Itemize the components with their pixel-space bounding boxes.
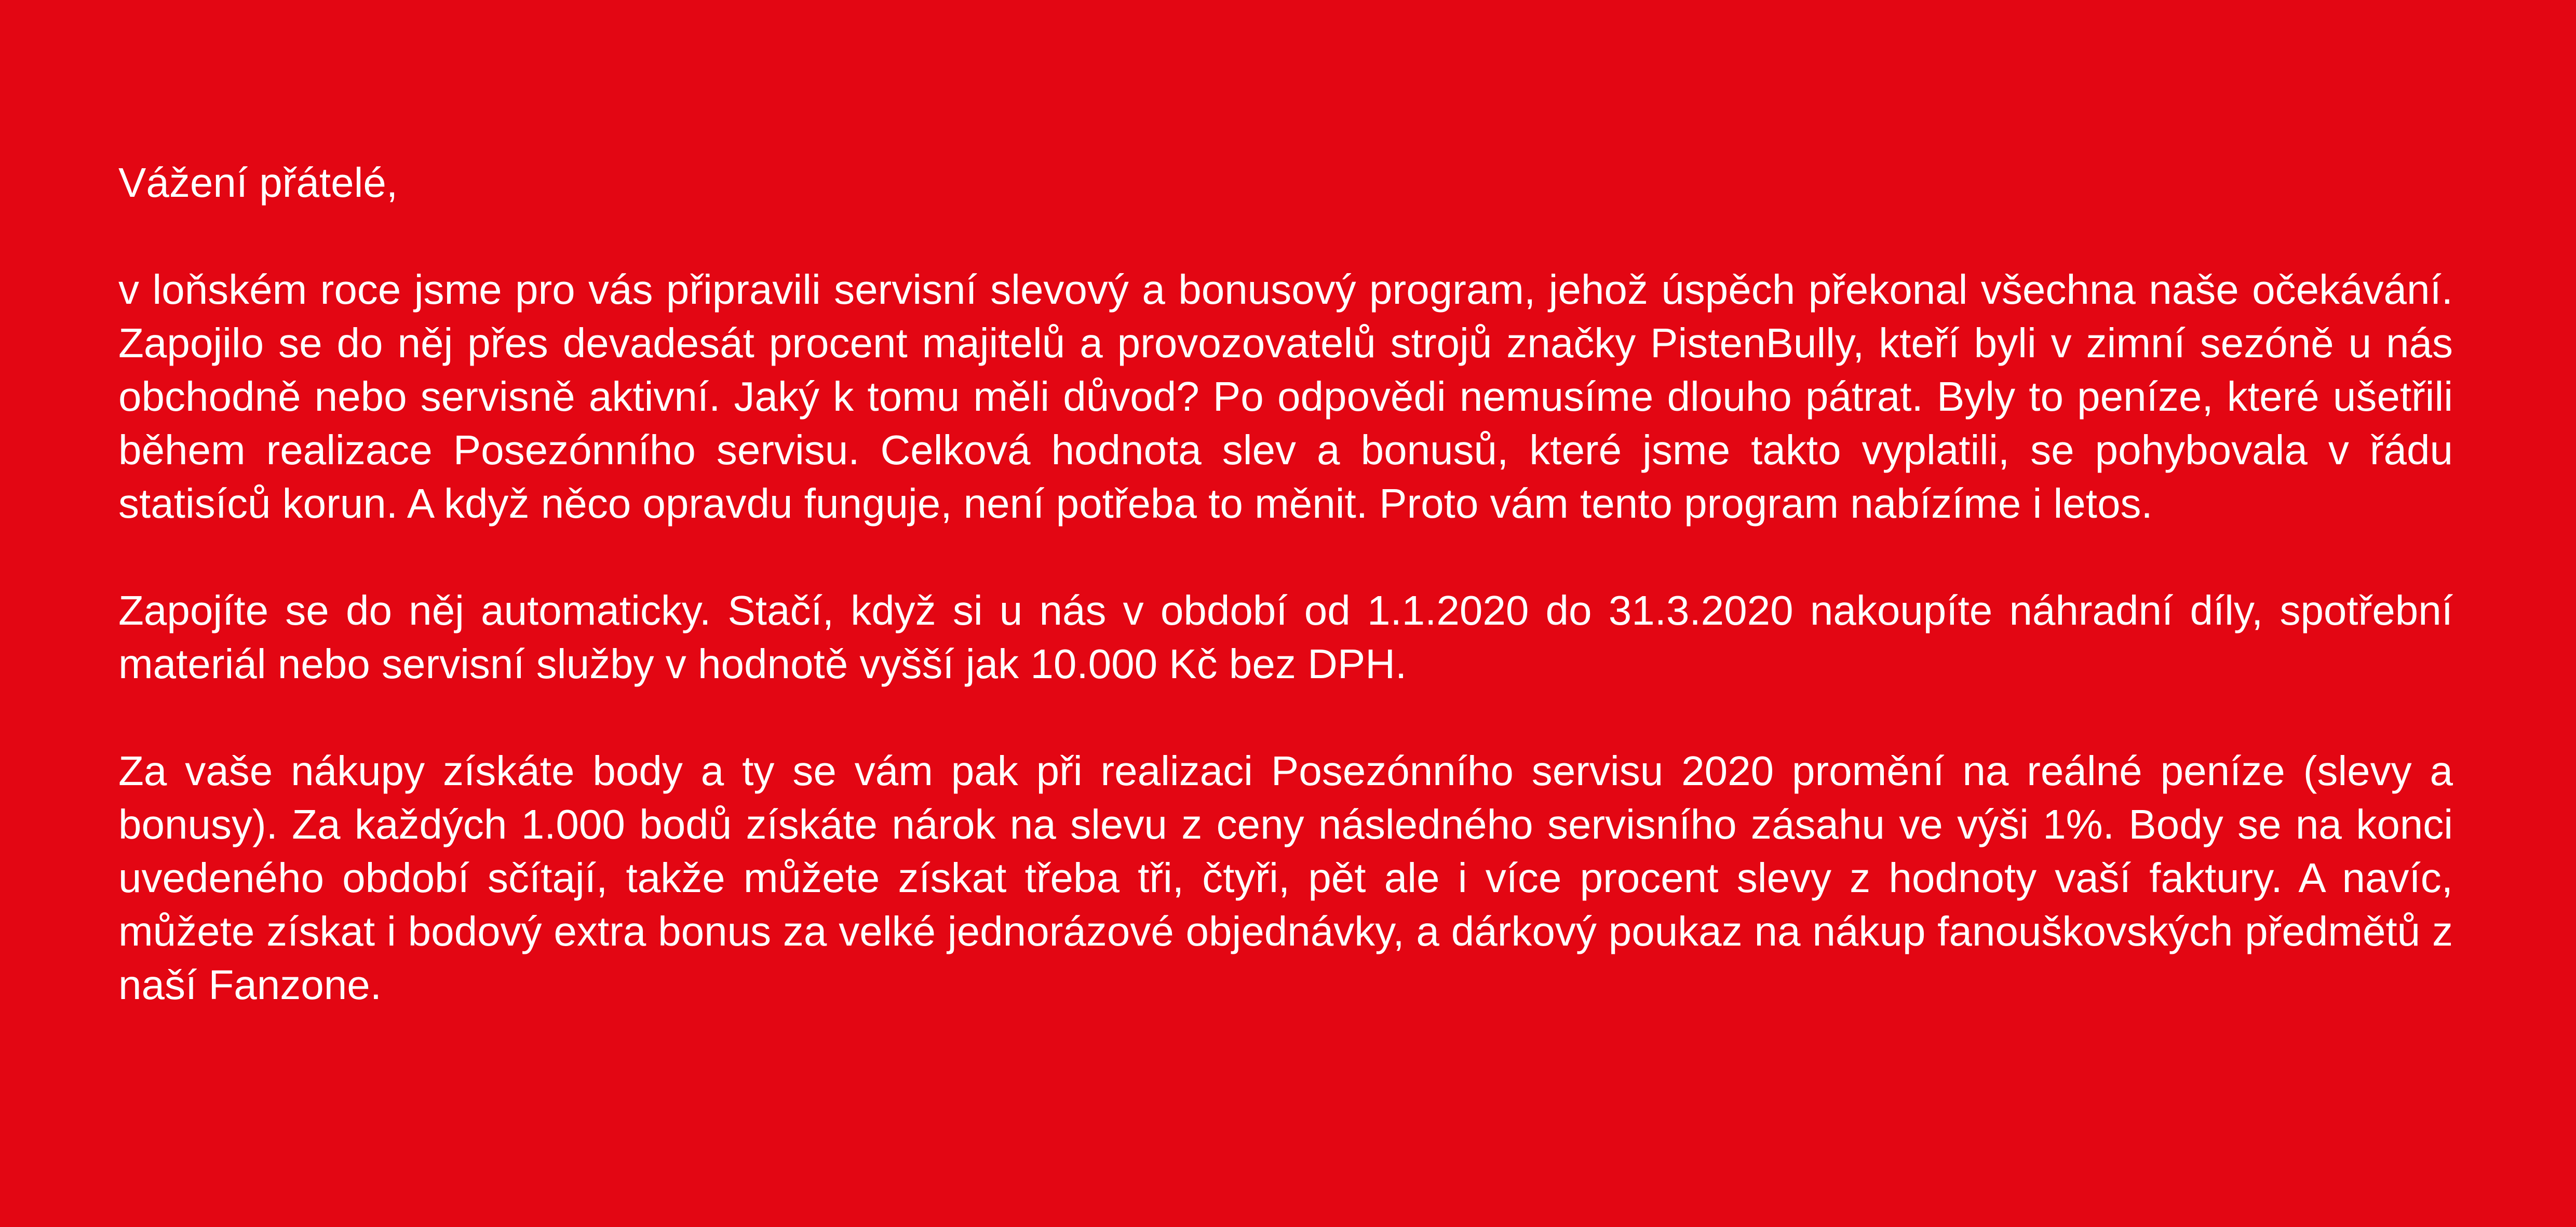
paragraph-points-and-bonuses: Za vaše nákupy získáte body a ty se vám pak při realizaci Posezónního servisu 2020 promění na reálné peníze (slevy a bonusy). Za každých 1.000 bodů získáte nárok na slevu z ceny následného servisního zásahu ve výši 1%. Body se na konci uvedeného období sčítají, takže můžete získat třeba tři, čtyři, pět ale i více procent slevy z hodnoty vaší faktury. A navíc, můžete získat i bodový extra bonus za velké jednorázové objednávky, a dárkový poukaz na nákup fanouškovských předmětů z naší Fanzone.: [118, 748, 2453, 1008]
paragraph-how-to-join: Zapojíte se do něj automaticky. Stačí, když si u nás v období od 1.1.2020 do 31.3.2020 nakoupíte náhradní díly, spotřební materiál nebo servisní služby v hodnotě vyšší jak 10.000 Kč bez DPH.: [118, 587, 2453, 687]
paragraph-program-intro: v loňském roce jsme pro vás připravili servisní slevový a bonusový program, jehož úspěch překonal všechna naše očekávání. Zapojilo se do něj přes devadesát procent majitelů a provozovatelů strojů značky PistenBully, kteří byli v zimní sezóně u nás obchodně nebo servisně aktivní. Jaký k tomu měli důvod? Po odpovědi nemusíme dlouho pátrat. Byly to peníze, které ušetřili během realizace Posezónního servisu. Celková hodnota slev a bonusů, které jsme takto vyplatili, se pohybovala v řádu statisíců korun. A když něco opravdu funguje, není potřeba to měnit. Proto vám tento program nabízíme i letos.: [118, 266, 2453, 527]
letter-body: [118, 156, 2453, 1012]
letter-greeting: Vážení přátelé,: [118, 159, 398, 206]
